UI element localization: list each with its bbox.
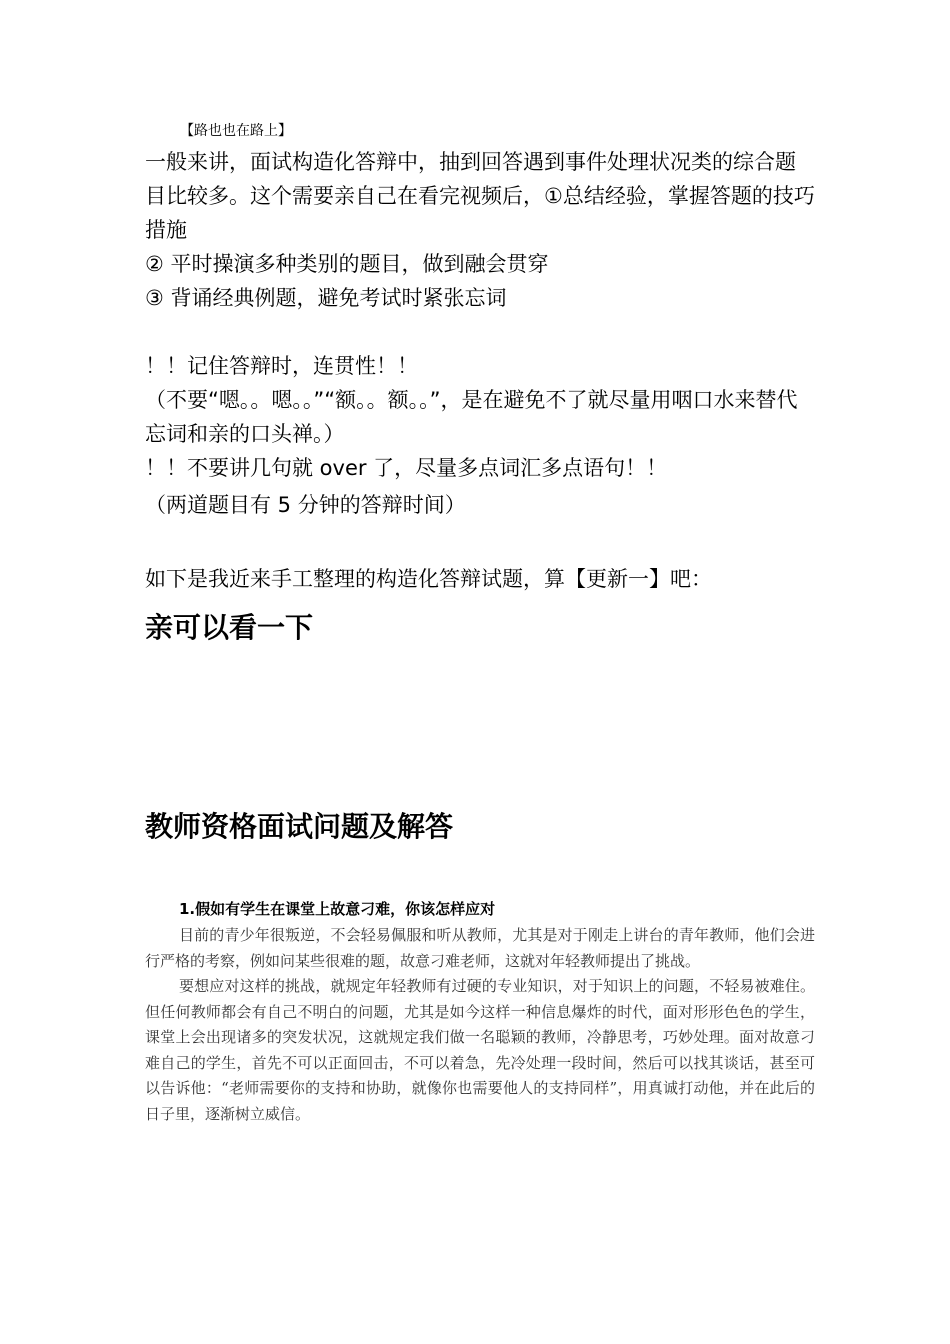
intro-point-3: ③ 背诵经典例题，避免考试时紧张忘词 [145, 286, 507, 310]
answer-paragraph-2: 要想应对这样的挑战，就规定年轻教师有过硬的专业知识，对于知识上的问题，不轻易被难住。但任何教师都会有自己不明白的问题，尤其是如今这样一种信息爆炸的时代，面对形形色色的学生，课堂上会出现诸多的突发状况，这就规定我们做一名聪颖的教师，冷静思考，巧妙处理。面对故意刁难自己的学生，首先不可以正面回击，不可以着急，先冷处理一段时间，然后可以找其谈话，甚至可以告诉他：“老师需要你的支持和协助，就像你也需要他人的支持同样”，用真诚打动他，并在此后的日子里，逐渐树立威信。 [145, 977, 815, 1123]
tip-more-words: ！！不要讲几句就 over 了，尽量多点词汇多点语句！！ [145, 456, 668, 480]
answer-body [145, 923, 815, 1127]
tip-coherence-note: （不要“嗯。。嗯。。”“额。。额。。”，是在避免不了就尽量用咽口水来替代忘词和亲的口头禅。） [145, 388, 798, 446]
intro-paragraph: 一般来讲，面试构造化答辩中，抽到回答遇到事件处理状况类的综合题目比较多。这个需要亲自己在看完视频后，①总结经验，掌握答题的技巧措施 [145, 150, 815, 242]
intro-point-2: ② 平时操演多种类别的题目，做到融会贯穿 [145, 252, 549, 276]
section-title: 教师资格面试问题及解答 [145, 810, 454, 843]
lead-text: 如下是我近来手工整理的构造化答辩试题，算【更新一】吧： [145, 567, 712, 591]
tip-duration: （两道题目有 5 分钟的答辩时间） [145, 493, 466, 517]
question-heading: 1.假如有学生在课堂上故意刁难，你该怎样应对 [179, 900, 496, 918]
emphasis-heading: 亲可以看一下 [145, 611, 314, 644]
tips-section [145, 349, 815, 522]
intro-section [145, 145, 815, 315]
tip-coherence: ！！记住答辩时，连贯性！！ [145, 354, 418, 378]
header-note: 【路也也在路上】 [180, 123, 292, 139]
answer-paragraph-1: 目前的青少年很叛逆，不会轻易佩服和听从教师，尤其是对于刚走上讲台的青年教师，他们会进行严格的考察，例如问某些很难的题，故意刁难老师，这就对年轻教师提出了挑战。 [145, 926, 815, 970]
